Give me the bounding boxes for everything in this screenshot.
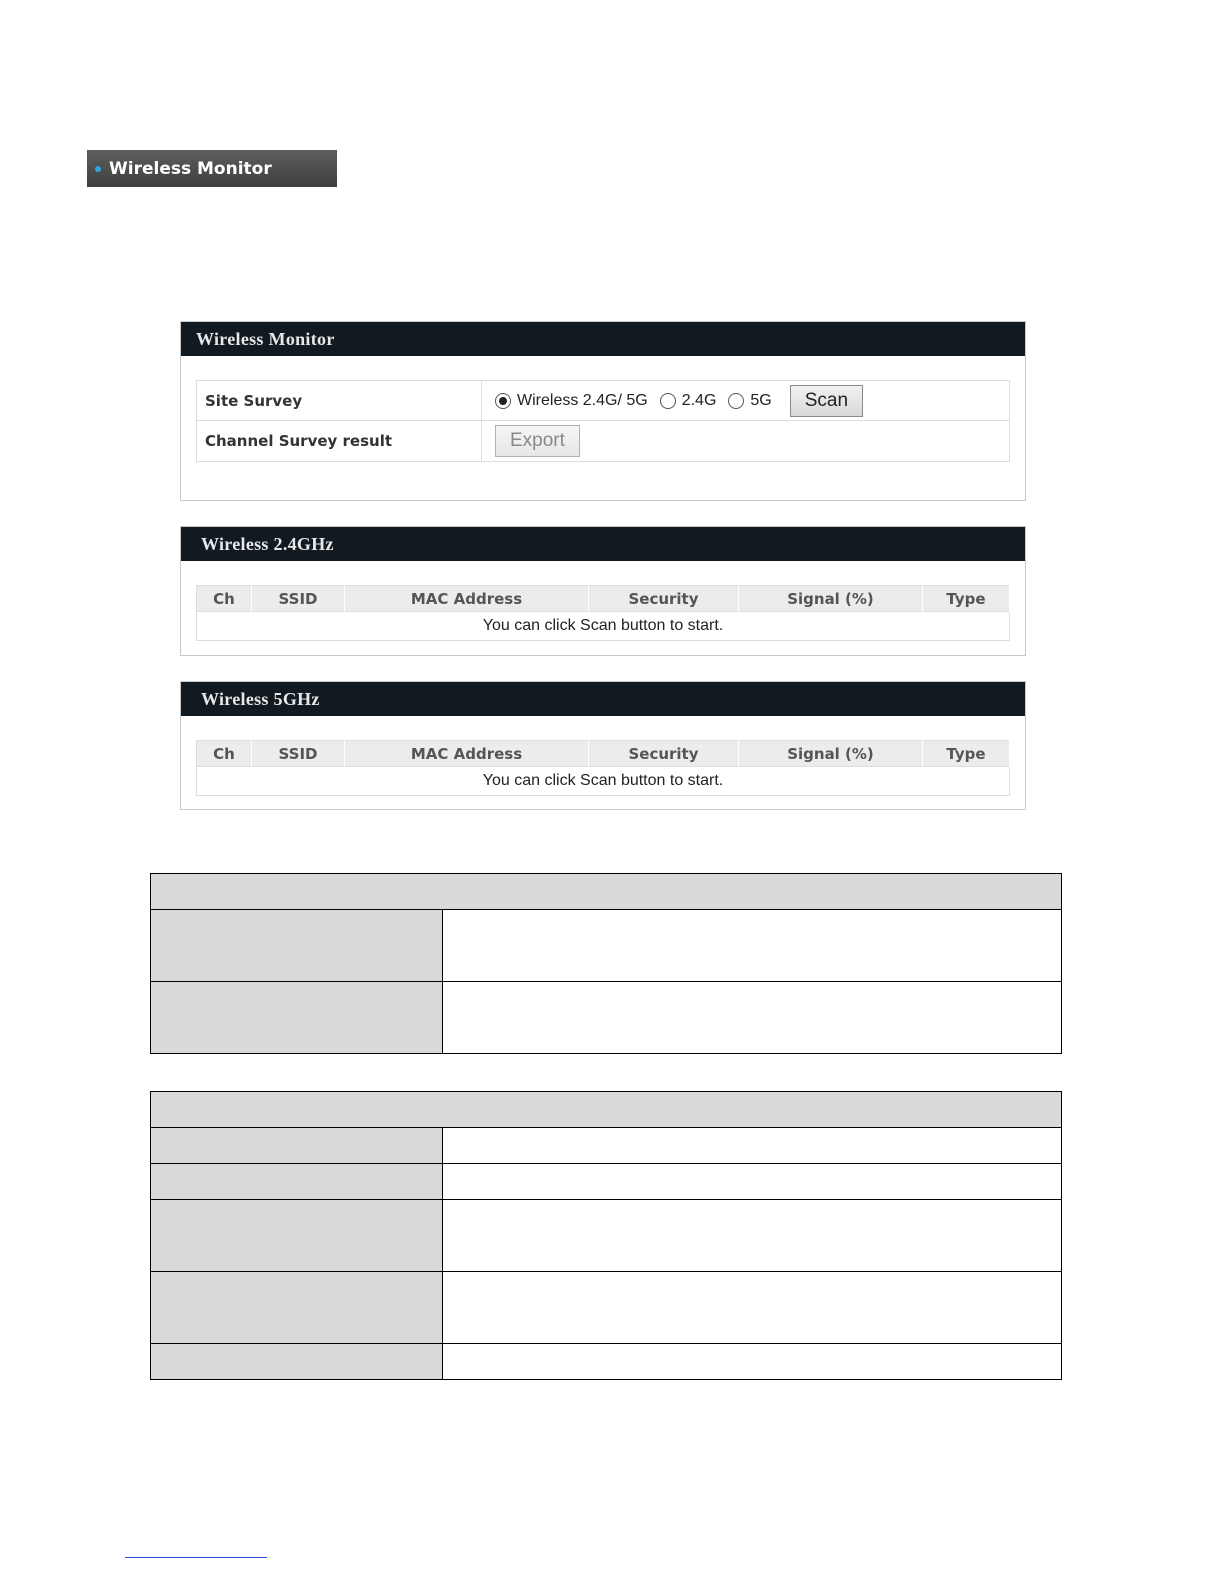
scan-results-table-5 — [196, 740, 1010, 796]
description-value-cell — [443, 1128, 1062, 1164]
radio-2-4g[interactable] — [660, 393, 676, 409]
description-table-1 — [150, 873, 1062, 1054]
site-survey-row — [196, 380, 1010, 421]
column-header-ssid: SSID — [252, 586, 345, 612]
empty-message: You can click Scan button to start. — [197, 612, 1010, 641]
description-key-cell — [151, 1344, 443, 1380]
panel-title: Wireless Monitor — [181, 322, 1025, 356]
table-row — [197, 767, 1010, 796]
description-key-cell — [151, 1200, 443, 1272]
column-header-mac: MAC Address — [345, 741, 589, 767]
radio-5g-label: 5G — [750, 391, 772, 409]
footer-divider-line — [125, 1557, 267, 1558]
description-key-cell — [151, 1128, 443, 1164]
column-header-ssid: SSID — [252, 741, 345, 767]
description-value-cell — [443, 982, 1062, 1054]
wireless-monitor-panel — [180, 321, 1026, 501]
site-survey-label: Site Survey — [197, 381, 482, 420]
menu-tab-label: Wireless Monitor — [109, 158, 272, 179]
wireless-monitor-menu-tab[interactable] — [87, 150, 337, 187]
table-row — [197, 612, 1010, 641]
wireless-24ghz-panel — [180, 526, 1026, 656]
column-header-type: Type — [923, 741, 1010, 767]
description-key-cell — [151, 1164, 443, 1200]
bullet-icon — [95, 166, 101, 172]
column-header-type: Type — [923, 586, 1010, 612]
description-value-cell — [443, 1344, 1062, 1380]
export-button[interactable]: Export — [495, 425, 580, 457]
channel-survey-label: Channel Survey result — [197, 421, 482, 461]
description-value-cell — [443, 1200, 1062, 1272]
description-value-cell — [443, 910, 1062, 982]
channel-survey-row — [196, 421, 1010, 462]
radio-2-4g-label: 2.4G — [681, 391, 717, 409]
scan-results-table-24 — [196, 585, 1010, 641]
scan-button[interactable]: Scan — [790, 385, 863, 417]
column-header-ch: Ch — [197, 741, 252, 767]
description-header — [151, 874, 1062, 910]
description-key-cell — [151, 982, 443, 1054]
radio-5g[interactable] — [728, 393, 744, 409]
empty-message: You can click Scan button to start. — [197, 767, 1010, 796]
radio-wireless-both-label: Wireless 2.4G/ 5G — [517, 391, 648, 409]
radio-wireless-both[interactable] — [495, 393, 511, 409]
column-header-ch: Ch — [197, 586, 252, 612]
description-table-2 — [150, 1091, 1062, 1380]
description-header — [151, 1092, 1062, 1128]
column-header-signal: Signal (%) — [739, 741, 923, 767]
panel-title: Wireless 2.4GHz — [181, 527, 1025, 561]
wireless-5ghz-panel — [180, 681, 1026, 810]
column-header-security: Security — [589, 586, 739, 612]
description-key-cell — [151, 1272, 443, 1344]
column-header-signal: Signal (%) — [739, 586, 923, 612]
description-value-cell — [443, 1164, 1062, 1200]
panel-title: Wireless 5GHz — [181, 682, 1025, 716]
column-header-mac: MAC Address — [345, 586, 589, 612]
column-header-security: Security — [589, 741, 739, 767]
description-value-cell — [443, 1272, 1062, 1344]
description-key-cell — [151, 910, 443, 982]
